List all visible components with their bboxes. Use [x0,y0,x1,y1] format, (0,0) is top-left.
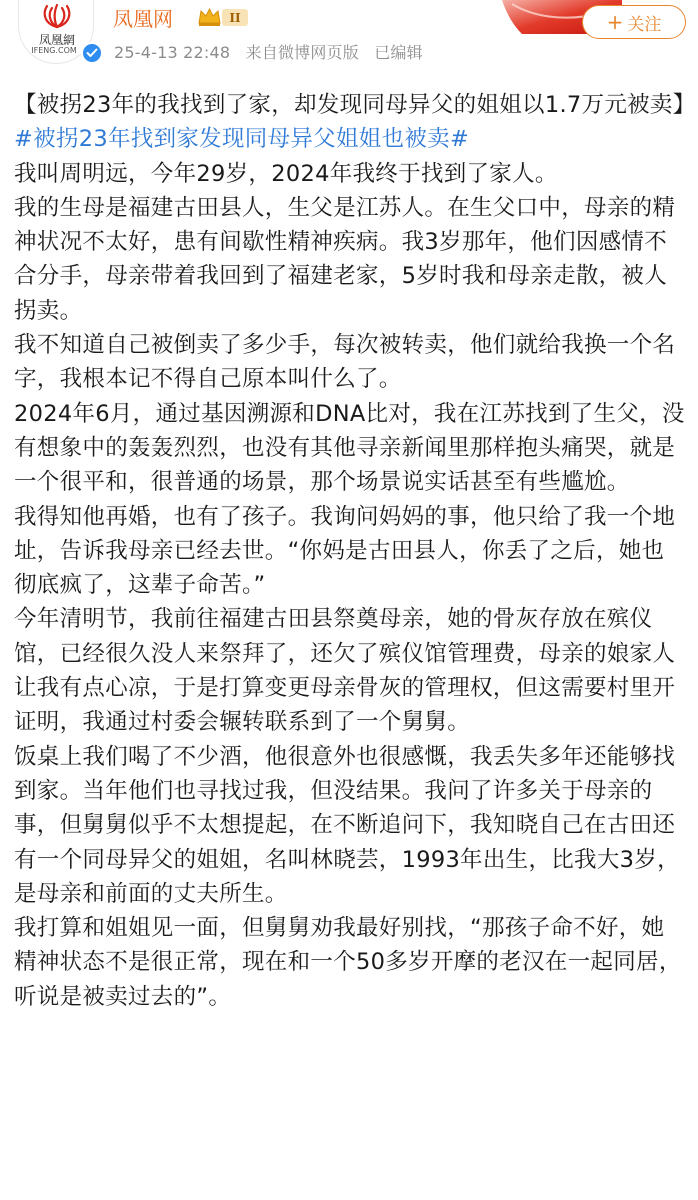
level-badge-text: II [229,11,241,25]
paragraph-7: 饭桌上我们喝了不少酒，他很意外也很感慨，我丢失多年还能够找到家。当年他们也寻找过我，但没结果。我问了许多关于母亲的事，但舅舅似乎不太想提起，在不断追问下，我知晓自己在古田还有一个同母异父的姐姐，名叫林晓芸，1993年出生，比我大3岁，是母亲和前面的丈夫所生。 [14,743,680,907]
topic-hashtag-link[interactable]: #被拐23年找到家发现同母异父姐姐也被卖# [14,126,470,153]
post-meta [114,40,433,63]
verified-check-icon [81,42,103,64]
post-content [14,88,696,1014]
post-source: 来自微博网页版 [245,43,359,62]
post-header [0,0,698,88]
paragraph-4: 2024年6月，通过基因溯源和DNA比对，我在江苏找到了生父，没有想象中的轰轰烈烈，也没有其他寻亲新闻里那样抱头痛哭，就是一个很平和，很普通的场景，那个场景说实话甚至有些尴尬。 [14,400,685,496]
edited-label[interactable]: 已编辑 [374,43,423,62]
post-title-paragraph [14,88,696,157]
author-name[interactable]: 凤凰网 [113,7,173,31]
avatar[interactable] [18,0,94,64]
vip-crown-badge-icon [196,6,252,28]
paragraph-3: 我不知道自己被倒卖了多少手，每次被转卖，他们就给我换一个名字，我根本记不得自己原本叫什么了。 [14,332,676,393]
avatar-brand-en: IFENG.COM [31,46,77,55]
paragraph-5: 我得知他再婚，也有了孩子。我询问妈妈的事，他只给了我一个地址，告诉我母亲已经去世。“你妈是古田县人，你丢了之后，她也彻底疯了，这辈子命苦。” [14,503,676,599]
post-date[interactable]: 25-4-13 22:48 [114,43,231,62]
paragraph-2: 我的生母是福建古田县人，生父是江苏人。在生父口中，母亲的精神状况不太好，患有间歇性精神疾病。我3岁那年，他们因感情不合分手，母亲带着我回到了福建老家，5岁时我和母亲走散，被人拐卖。 [14,194,676,324]
paragraph-6: 今年清明节，我前往福建古田县祭奠母亲，她的骨灰存放在殡仪馆，已经很久没人来祭拜了，还欠了殡仪馆管理费，母亲的娘家人让我有点心凉，于是打算变更母亲骨灰的管理权，但这需要村里开证明，我通过村委会辗转联系到了一个舅舅。 [14,606,676,736]
avatar-brand-cn: 凤凰網 [38,33,75,47]
follow-button[interactable] [582,5,686,39]
phoenix-logo-icon [37,0,77,30]
follow-label: 关注 [627,14,662,35]
paragraph-8: 我打算和姐姐见一面，但舅舅劝我最好别找，“那孩子命不好，她精神状态不是很正常，现在和一个50多岁开摩的老汉在一起同居，听说是被卖过去的”。 [14,915,682,1010]
plus-icon: + [606,10,624,34]
paragraph-1: 我叫周明远，今年29岁，2024年我终于找到了家人。 [14,160,558,187]
post-title: 【被拐23年的我找到了家，却发现同母异父的姐姐以1.7万元被卖】 [14,92,696,118]
